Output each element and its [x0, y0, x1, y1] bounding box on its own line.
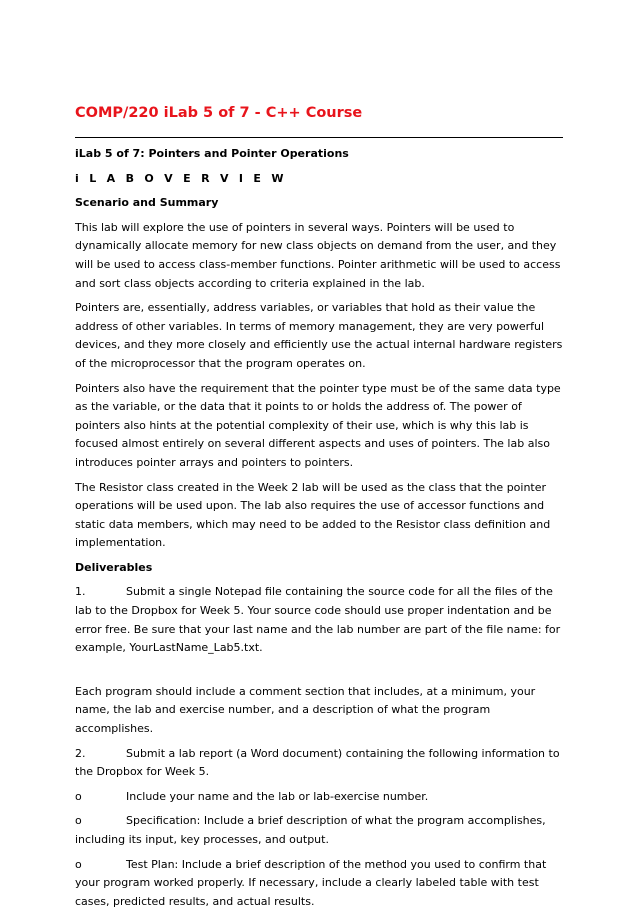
bullet-item-name: [75, 788, 565, 807]
lab-subtitle: iLab 5 of 7: Pointers and Pointer Operations: [75, 147, 349, 160]
bullet-text: Include your name and the lab or lab-exercise number.: [126, 789, 429, 803]
overview-heading: i L A B O V E R V I E W: [75, 171, 287, 185]
deliverable-item-1: [75, 583, 565, 657]
bullet-item-test-plan: [75, 856, 565, 912]
item-number: 1.: [75, 585, 86, 599]
bullet-marker: o: [75, 857, 82, 871]
title-divider: [75, 137, 563, 138]
item-text: Submit a lab report (a Word document) containing the following information to the Dropbox for Week 5.: [75, 746, 560, 779]
bullet-item-specification: [75, 812, 565, 849]
deliverable-item-2: [75, 745, 565, 782]
deliverables-heading: Deliverables: [75, 560, 153, 574]
paragraph-comment-section: Each program should include a comment section that includes, at a minimum, your name, the lab and exercise number, and a description of what the program accomplishes.: [75, 684, 536, 736]
bullet-marker: o: [75, 814, 82, 828]
document-title: COMP/220 iLab 5 of 7 - C++ Course: [75, 105, 363, 121]
item-text: Submit a single Notepad file containing the source code for all the files of the lab to the Dropbox for Week 5. Your source code should use proper indentation and be error free. Be sure that your last name and the lab number are part of the file name: for example, YourLastName_Lab5.txt.: [75, 585, 561, 655]
paragraph-resistor-class: The Resistor class created in the Week 2 lab will be used as the class that the pointer operations will be used upon. The lab also requires the use of accessor functions and static data members, which may need to be added to the Resistor class definition and implementation.: [75, 480, 551, 550]
paragraph-pointers-definition: Pointers are, essentially, address variables, or variables that hold as their value the address of other variables. In terms of memory management, they are very powerful devices, and they more closely and efficiently use the actual internal hardware registers of the microprocessor that the program operates on.: [75, 301, 563, 370]
paragraph-pointer-requirements: Pointers also have the requirement that the pointer type must be of the same data type as the variable, or the data that it points to or holds the address of. The power of pointers also hints at the potential complexity of their use, which is why this lab is focused almost entirely on several different aspects and uses of pointers. The lab also introduces pointer arrays and pointers to pointers.: [75, 381, 561, 469]
bullet-text: Test Plan: Include a brief description of the method you used to confirm that your program worked properly. If necessary, include a clearly labeled table with test cases, predicted results, and actual results.: [75, 857, 547, 908]
scenario-heading: Scenario and Summary: [75, 196, 219, 210]
spacer: [75, 664, 565, 683]
paragraph-intro: This lab will explore the use of pointers in several ways. Pointers will be used to dynamically allocate memory for new class objects on demand from the user, and they will be used to access class-member functions. Pointer arithmetic will be used to access and sort class objects according to criteria explained in the lab.: [75, 220, 561, 290]
item-number: 2.: [75, 746, 86, 760]
document-body: [75, 145, 565, 917]
bullet-text: Specification: Include a brief description of what the program accomplishes, including its input, key processes, and output.: [75, 814, 546, 846]
bullet-marker: o: [75, 789, 82, 803]
